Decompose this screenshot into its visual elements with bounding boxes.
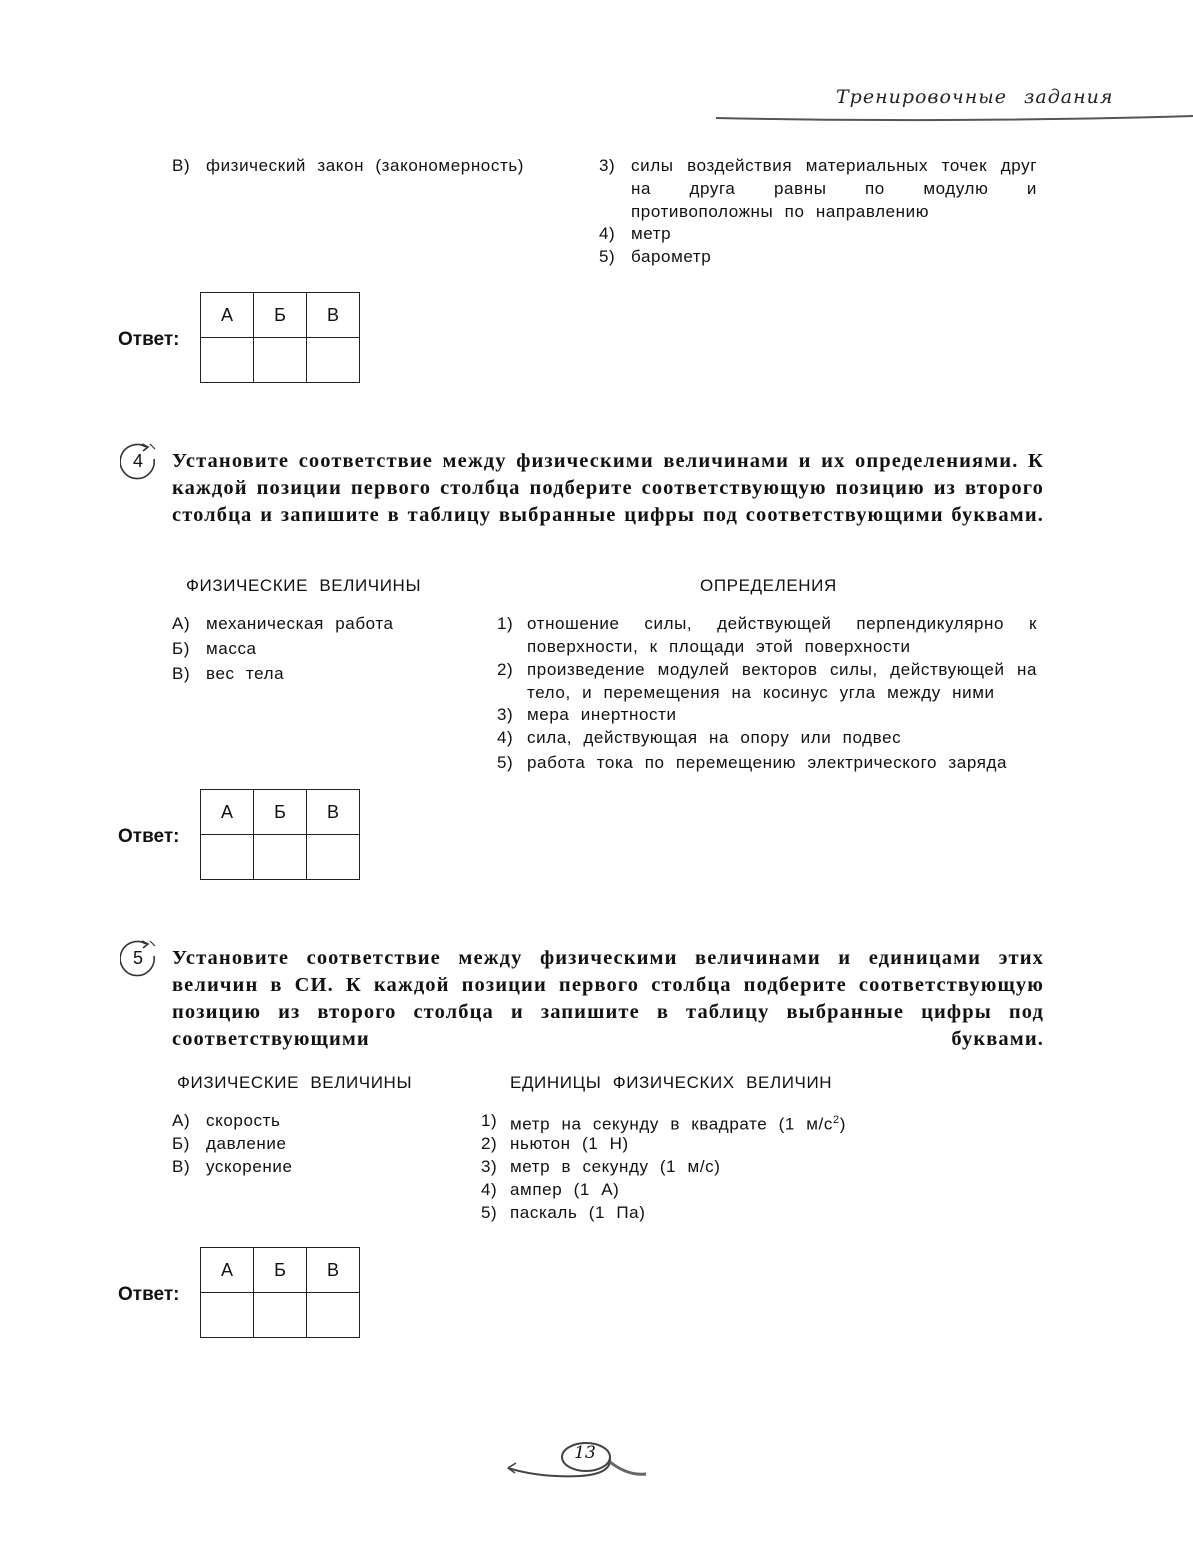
answer-cell-a[interactable]: [201, 338, 254, 383]
answer-cell-v[interactable]: [307, 835, 360, 880]
task4-right-item-5: 5) работа тока по перемещению электрического заряда: [497, 753, 1008, 772]
answer-cell-b[interactable]: [254, 835, 307, 880]
task3-left-item-v: В) физический закон (закономерность): [172, 156, 525, 175]
task4-left-item-b: Б) масса: [172, 639, 257, 658]
answer-cell-a[interactable]: [201, 835, 254, 880]
answer-header-b: Б: [254, 790, 307, 835]
answer-cell-v[interactable]: [307, 1293, 360, 1338]
task4-right-item-1: 1) отношение силы, действующей перпендикулярно к поверхности, к площади этой поверхности: [497, 614, 1037, 656]
task4-number-badge: 4: [120, 443, 156, 479]
task5-right-item-3: 3) метр в секунду (1 м/с): [481, 1157, 721, 1176]
answer-label-task5: Ответ:: [118, 1284, 180, 1305]
task4-left-item-a: А) механическая работа: [172, 614, 394, 633]
task5-right-item-1: 1) метр на секунду в квадрате (1 $м/с^2$): [481, 1111, 846, 1134]
header-rule: [716, 114, 1193, 122]
task4-right-header: ОПРЕДЕЛЕНИЯ: [700, 576, 837, 595]
answer-header-a: А: [201, 293, 254, 338]
task5-right-item-4: 4) ампер (1 А): [481, 1180, 620, 1199]
answer-cell-a[interactable]: [201, 1293, 254, 1338]
task4-left-header: ФИЗИЧЕСКИЕ ВЕЛИЧИНЫ: [186, 576, 422, 595]
answer-header-v: В: [307, 790, 360, 835]
task4-right-item-3: 3) мера инертности: [497, 705, 677, 724]
task5-number-badge: 5: [120, 940, 156, 976]
task5-left-header: ФИЗИЧЕСКИЕ ВЕЛИЧИНЫ: [177, 1073, 413, 1092]
answer-header-v: В: [307, 1248, 360, 1293]
task5-right-header: ЕДИНИЦЫ ФИЗИЧЕСКИХ ВЕЛИЧИН: [510, 1073, 833, 1092]
task5-left-item-b: Б) давление: [172, 1134, 287, 1153]
task5-right-item-2: 2) ньютон (1 Н): [481, 1134, 629, 1153]
task3-right-item-3: 3) силы воздействия материальных точек друг на друга равны по модулю и противоположны по направлению: [599, 156, 1037, 221]
answer-header-b: Б: [254, 1248, 307, 1293]
task4-statement: Установите соответствие между физическими величинами и их определениями. К каждой позиции первого столбца подберите соответствующую позицию из второго столбца и запишите в таблицу выбранные цифры под соответствующими буквами.: [172, 450, 1044, 526]
answer-header-a: А: [201, 1248, 254, 1293]
answer-cell-b[interactable]: [254, 338, 307, 383]
answer-cell-b[interactable]: [254, 1293, 307, 1338]
task3-right-item-5: 5) барометр: [599, 247, 712, 266]
task4-left-item-v: В) вес тела: [172, 664, 285, 683]
answer-header-b: Б: [254, 293, 307, 338]
answer-table-task4: [200, 789, 360, 880]
task4-right-item-4: 4) сила, действующая на опору или подвес: [497, 728, 902, 747]
answer-table-task5: [200, 1247, 360, 1338]
answer-header-a: А: [201, 790, 254, 835]
answer-table-task3: [200, 292, 360, 383]
answer-cell-v[interactable]: [307, 338, 360, 383]
task5-left-item-a: А) скорость: [172, 1111, 281, 1130]
answer-label-task4: Ответ:: [118, 826, 180, 847]
task4-right-item-2: 2) произведение модулей векторов силы, действующей на тело, и перемещения на косинус угла между ними: [497, 660, 1037, 702]
answer-header-v: В: [307, 293, 360, 338]
task5-statement: Установите соответствие между физическими величинами и единицами этих величин в СИ. К каждой позиции первого столбца подберите соответствующую позицию из второго столбца и запишите в таблицу выбранные цифры под соответствующими буквами.: [172, 947, 1044, 1050]
task5-right-item-5: 5) паскаль (1 Па): [481, 1203, 646, 1222]
answer-label-task3: Ответ:: [118, 329, 180, 350]
task3-right-item-4: 4) метр: [599, 224, 672, 243]
task5-left-item-v: В) ускорение: [172, 1157, 293, 1176]
page-number: 13: [574, 1443, 596, 1463]
running-head: Тренировочные задания: [836, 86, 1114, 108]
